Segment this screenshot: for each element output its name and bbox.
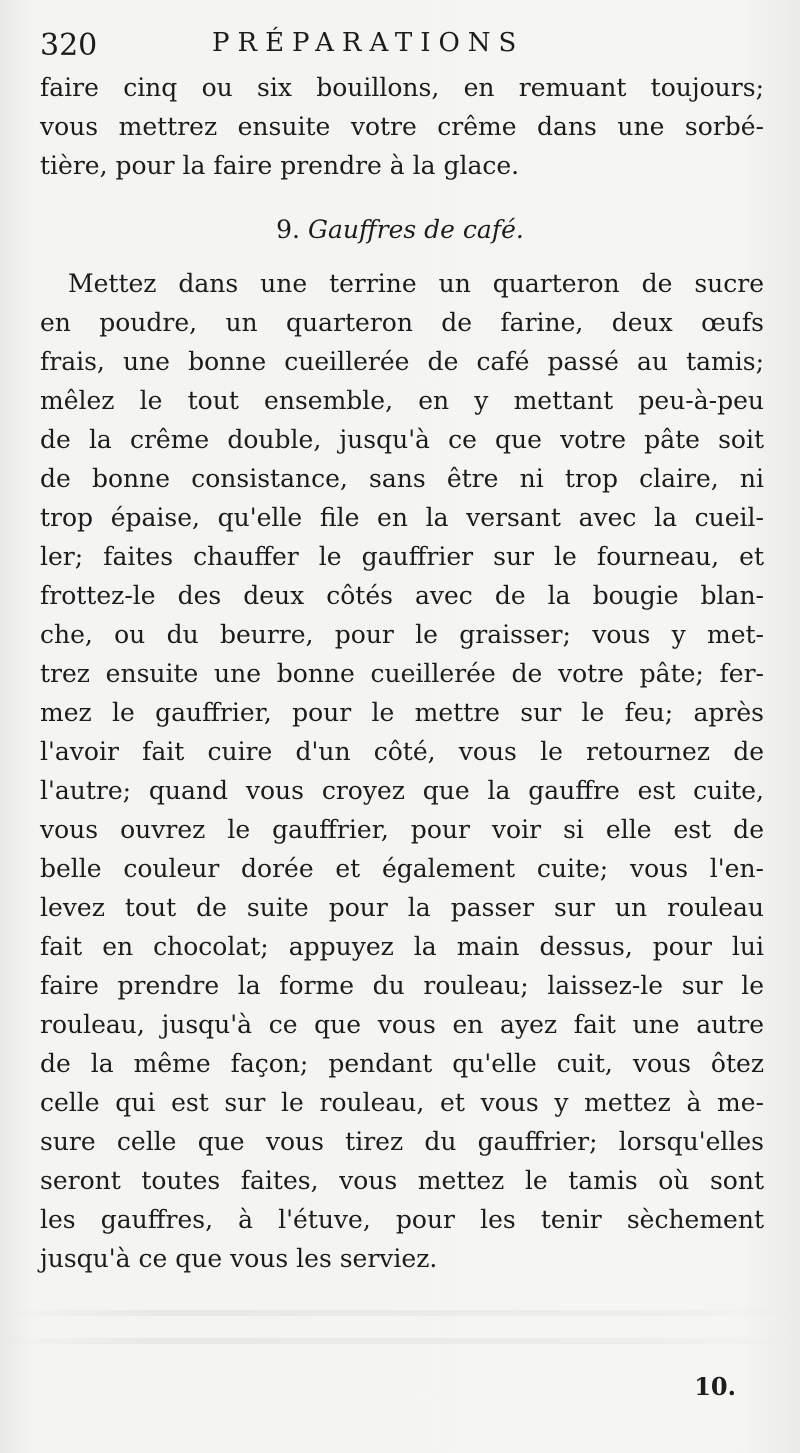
text-line: tière, pour la faire prendre à la glace.	[40, 151, 520, 180]
text-line: mez le gauffrier, pour le mettre sur le feu; après	[40, 698, 764, 727]
show-through-line	[0, 1310, 800, 1316]
text-line: en poudre, un quarteron de farine, deux œufs	[40, 308, 764, 337]
text-line: levez tout de suite pour la passer sur un rouleau	[40, 893, 764, 922]
text-line: l'avoir fait cuire d'un côté, vous le retournez de	[40, 737, 764, 766]
text-line: ler; faites chauffer le gauffrier sur le fourneau, et	[40, 542, 764, 571]
running-title: PRÉPARATIONS	[212, 28, 525, 58]
text-line: faire cinq ou six bouillons, en remuant toujours;	[40, 73, 764, 102]
text-line: l'autre; quand vous croyez que la gauffre est cuite,	[40, 776, 764, 805]
section-number: 9.	[276, 215, 301, 244]
show-through-line	[0, 1338, 800, 1344]
section-heading	[0, 212, 800, 248]
text-line: de bonne consistance, sans être ni trop claire, ni	[40, 464, 764, 493]
text-line: frottez-le des deux côtés avec de la bougie blan-	[40, 581, 764, 610]
section-title: Gauffres de café.	[307, 215, 524, 244]
text-line: seront toutes faites, vous mettez le tamis où sont	[40, 1166, 764, 1195]
text-line: frais, une bonne cueillerée de café passé au tamis;	[40, 347, 764, 376]
text-line: sure celle que vous tirez du gauffrier; lorsqu'elles	[40, 1127, 764, 1156]
page-header	[40, 28, 760, 68]
text-line: celle qui est sur le rouleau, et vous y mettez à me-	[40, 1088, 764, 1117]
text-line: vous mettrez ensuite votre crême dans une sorbé-	[40, 112, 764, 141]
text-line: vous ouvrez le gauffrier, pour voir si elle est de	[40, 815, 764, 844]
text-line: Mettez dans une terrine un quarteron de sucre	[68, 269, 764, 298]
text-line: trop épaise, qu'elle file en la versant avec la cueil-	[40, 503, 764, 532]
text-line: faire prendre la forme du rouleau; laissez-le sur le	[40, 971, 764, 1000]
text-line: che, ou du beurre, pour le graisser; vous y met-	[40, 620, 764, 649]
text-line: jusqu'à ce que vous les serviez.	[40, 1244, 438, 1273]
text-line: les gauffres, à l'étuve, pour les tenir sèchement	[40, 1205, 764, 1234]
text-line: belle couleur dorée et également cuite; vous l'en-	[40, 854, 764, 883]
text-line: de la même façon; pendant qu'elle cuit, vous ôtez	[40, 1049, 764, 1078]
text-line: de la crême double, jusqu'à ce que votre pâte soit	[40, 425, 764, 454]
text-line: rouleau, jusqu'à ce que vous en ayez fait une autre	[40, 1010, 764, 1039]
text-line: trez ensuite une bonne cueillerée de votre pâte; fer-	[40, 659, 764, 688]
catchword: 10.	[694, 1372, 736, 1401]
page-number: 320	[40, 28, 98, 63]
text-line: fait en chocolat; appuyez la main dessus, pour lui	[40, 932, 764, 961]
text-line: mêlez le tout ensemble, en y mettant peu-à-peu	[40, 386, 764, 415]
